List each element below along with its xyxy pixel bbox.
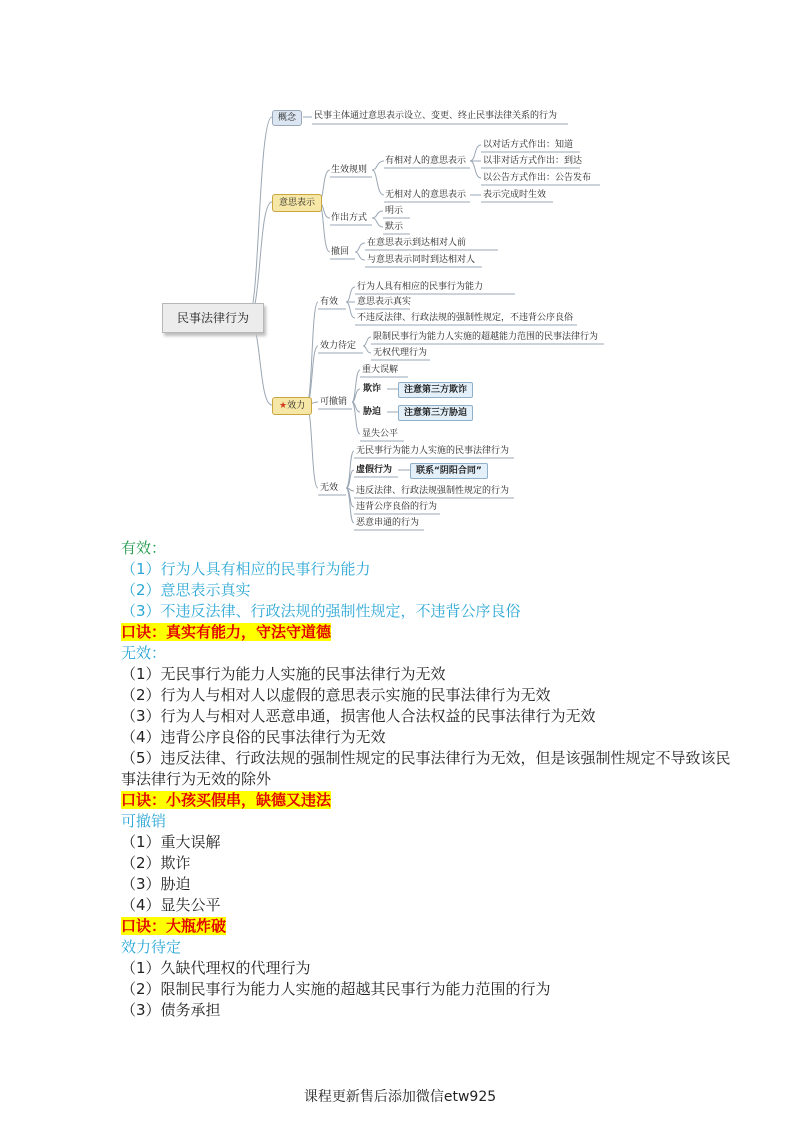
- void-node: 无效: [320, 483, 339, 493]
- valid-mnemonic: [121, 622, 731, 643]
- void-mnemonic: [121, 790, 731, 811]
- without-party-node: 无相对人的意思表示: [385, 190, 467, 200]
- with-party-node: 有相对人的意思表示: [385, 156, 467, 166]
- concept-text: 民事主体通过意思表示设立、变更、终止民事法律关系的行为: [314, 111, 558, 121]
- make-way-item: 明示: [385, 206, 404, 216]
- void-item: （4）违背公序良俗的民事法律行为无效: [121, 728, 386, 746]
- revocable-item: 欺诈: [363, 384, 382, 394]
- revocable-tag: 注意第三方欺诈: [398, 382, 473, 398]
- pending-title: 效力待定: [121, 938, 182, 956]
- revocable-item: （2）欺诈: [121, 854, 191, 872]
- void-item: （1）无民事行为能力人实施的民事法律行为无效: [121, 665, 446, 683]
- connector-lines: [0, 0, 800, 540]
- with-party-item: 以对话方式作出：知道: [483, 140, 574, 150]
- void-item: 虚假行为: [356, 465, 393, 475]
- valid-item: （2）意思表示真实: [121, 581, 251, 599]
- revocable-item: （4）显失公平: [121, 896, 221, 914]
- intent-node: 意思表示: [272, 194, 322, 212]
- mind-map: [0, 0, 800, 540]
- revoke-item: 与意思表示同时到达相对人: [367, 255, 476, 265]
- valid-title: 有效：: [121, 539, 167, 557]
- mindmap-root: 民事法律行为: [162, 303, 264, 333]
- valid-item: （3）不违反法律、行政法规的强制性规定，不违背公序良俗: [121, 602, 521, 620]
- revocable-title: 可撤销: [121, 812, 167, 830]
- pending-item: （2）限制民事行为能力人实施的超越其民事行为能力范围的行为: [121, 980, 551, 998]
- void-item: （5）违反法律、行政法规的强制性规定的民事法律行为无效，但是该强制性规定不导致该民事法律行为无效的除外: [121, 749, 731, 788]
- void-item: 违背公序良俗的行为: [356, 502, 438, 512]
- valid-item: （1）行为人具有相应的民事行为能力: [121, 560, 371, 578]
- revoke-item: 在意思表示到达相对人前: [367, 238, 467, 248]
- pending-item: （3）债务承担: [121, 1001, 221, 1019]
- void-mnemonic-text: 口诀：小孩买假串，缺德又违法: [121, 791, 332, 809]
- void-item: 无民事行为能力人实施的民事法律行为: [356, 446, 510, 456]
- make-way-item: 默示: [385, 222, 404, 232]
- with-party-item: 以公告方式作出：公告发布: [483, 173, 592, 183]
- pending-node: 效力待定: [320, 341, 357, 351]
- void-tag: 联系“阴阳合同”: [410, 463, 488, 479]
- revocable-node: 可撤销: [320, 397, 348, 407]
- valid-mnemonic-text: 口诀：真实有能力，守法守道德: [121, 623, 332, 641]
- revocable-item: 胁迫: [363, 407, 382, 417]
- valid-node: 有效: [320, 297, 339, 307]
- void-item: （2）行为人与相对人以虚假的意思表示实施的民事法律行为无效: [121, 686, 551, 704]
- pending-item: 无权代理行为: [373, 348, 428, 358]
- void-item: 恶意串通的行为: [356, 518, 420, 528]
- star-icon: ★: [279, 401, 288, 411]
- concept-node: 概念: [272, 110, 302, 126]
- without-party-item: 表示完成时生效: [483, 190, 547, 200]
- valid-item: 行为人具有相应的民事行为能力: [357, 282, 484, 292]
- revocable-mnemonic: [121, 916, 731, 937]
- void-item: 违反法律、行政法规强制性规定的行为: [356, 486, 510, 496]
- with-party-item: 以非对话方式作出：到达: [483, 156, 583, 166]
- revocable-mnemonic-text: 口诀：大瓶炸破: [121, 917, 227, 935]
- revoke-node: 撤回: [331, 247, 350, 257]
- valid-item: 不违反法律、行政法规的强制性规定，不违背公序良俗: [357, 313, 574, 323]
- revocable-item: 重大误解: [362, 365, 399, 375]
- effect-label: 效力: [287, 401, 306, 411]
- valid-item: 意思表示真实: [357, 297, 412, 307]
- void-title: 无效：: [121, 644, 167, 662]
- effect-node: [272, 397, 312, 415]
- revocable-tag: 注意第三方胁迫: [398, 405, 473, 421]
- make-way-node: 作出方式: [331, 213, 368, 223]
- revocable-item: 显失公平: [362, 429, 399, 439]
- void-item: （3）行为人与相对人恶意串通，损害他人合法权益的民事法律行为无效: [121, 707, 596, 725]
- effect-rule-node: 生效规则: [331, 165, 368, 175]
- revocable-item: （1）重大误解: [121, 833, 221, 851]
- pending-item: （1）久缺代理权的代理行为: [121, 959, 311, 977]
- footer-text: 课程更新售后添加微信etw925: [303, 1089, 497, 1105]
- pending-item: 限制民事行为能力人实施的超越能力范围的民事法律行为: [373, 332, 599, 342]
- revocable-item: （3）胁迫: [121, 875, 191, 893]
